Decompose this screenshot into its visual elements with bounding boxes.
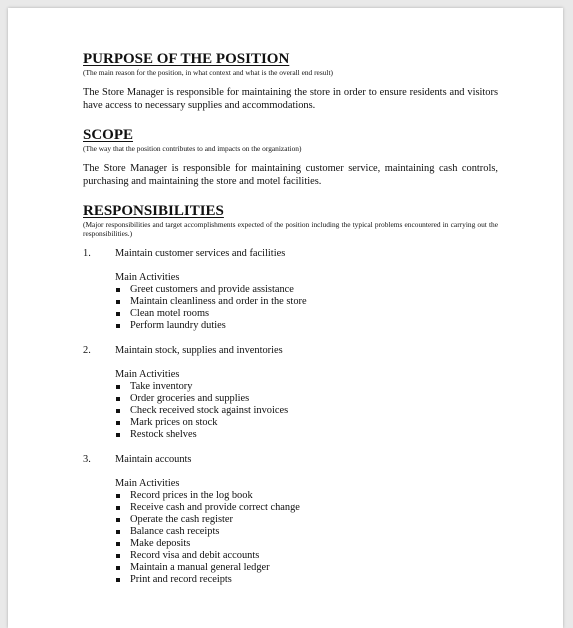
list-item: Print and record receipts xyxy=(115,574,498,586)
list-item: Record prices in the log book xyxy=(115,490,498,502)
list-item: Restock shelves xyxy=(115,429,498,441)
activities-list xyxy=(115,490,498,586)
activities-label: Main Activities xyxy=(115,369,180,380)
activities-label: Main Activities xyxy=(115,478,180,489)
scope-subtitle: (The way that the position contributes to and impacts on the organization) xyxy=(83,144,302,153)
list-item: Clean motel rooms xyxy=(115,308,498,320)
responsibility-title: Maintain stock, supplies and inventories xyxy=(115,345,283,356)
document-page xyxy=(8,8,563,628)
responsibility-item xyxy=(83,345,498,441)
list-item: Operate the cash register xyxy=(115,514,498,526)
list-item: Balance cash receipts xyxy=(115,526,498,538)
scope-heading: SCOPE xyxy=(83,127,134,143)
list-item: Check received stock against invoices xyxy=(115,405,498,417)
list-item: Mark prices on stock xyxy=(115,417,498,429)
responsibility-number: 2. xyxy=(83,345,91,356)
activities-label: Main Activities xyxy=(115,272,180,283)
activities-list xyxy=(115,284,498,332)
responsibilities-subtitle: (Major responsibilities and target accomplishments expected of the position including the typical problems encountered in carrying out the responsibilities.) xyxy=(83,220,498,238)
list-item: Take inventory xyxy=(115,381,498,393)
responsibility-item xyxy=(83,248,498,332)
responsibility-item xyxy=(83,454,498,586)
list-item: Record visa and debit accounts xyxy=(115,550,498,562)
list-item: Receive cash and provide correct change xyxy=(115,502,498,514)
list-item: Maintain a manual general ledger xyxy=(115,562,498,574)
responsibility-title: Maintain customer services and facilities xyxy=(115,248,286,259)
purpose-heading: PURPOSE OF THE POSITION xyxy=(83,51,290,67)
purpose-subtitle: (The main reason for the position, in what context and what is the overall end result) xyxy=(83,68,333,77)
purpose-body: The Store Manager is responsible for maintaining the store in order to ensure residents and visitors have access to necessary supplies and accommodations. xyxy=(83,87,498,111)
list-item: Perform laundry duties xyxy=(115,320,498,332)
purpose-section xyxy=(83,51,498,112)
list-item: Greet customers and provide assistance xyxy=(115,284,498,296)
responsibility-number: 1. xyxy=(83,248,91,259)
responsibilities-section xyxy=(83,203,498,586)
responsibilities-heading: RESPONSIBILITIES xyxy=(83,203,224,219)
list-item: Order groceries and supplies xyxy=(115,393,498,405)
list-item: Make deposits xyxy=(115,538,498,550)
list-item: Maintain cleanliness and order in the store xyxy=(115,296,498,308)
document-content xyxy=(83,51,498,586)
scope-body: The Store Manager is responsible for maintaining customer service, maintaining cash controls, purchasing and maintaining the store and motel facilities. xyxy=(83,163,498,187)
responsibility-number: 3. xyxy=(83,454,91,465)
activities-list xyxy=(115,381,498,441)
scope-section xyxy=(83,127,498,188)
responsibility-title: Maintain accounts xyxy=(115,454,192,465)
